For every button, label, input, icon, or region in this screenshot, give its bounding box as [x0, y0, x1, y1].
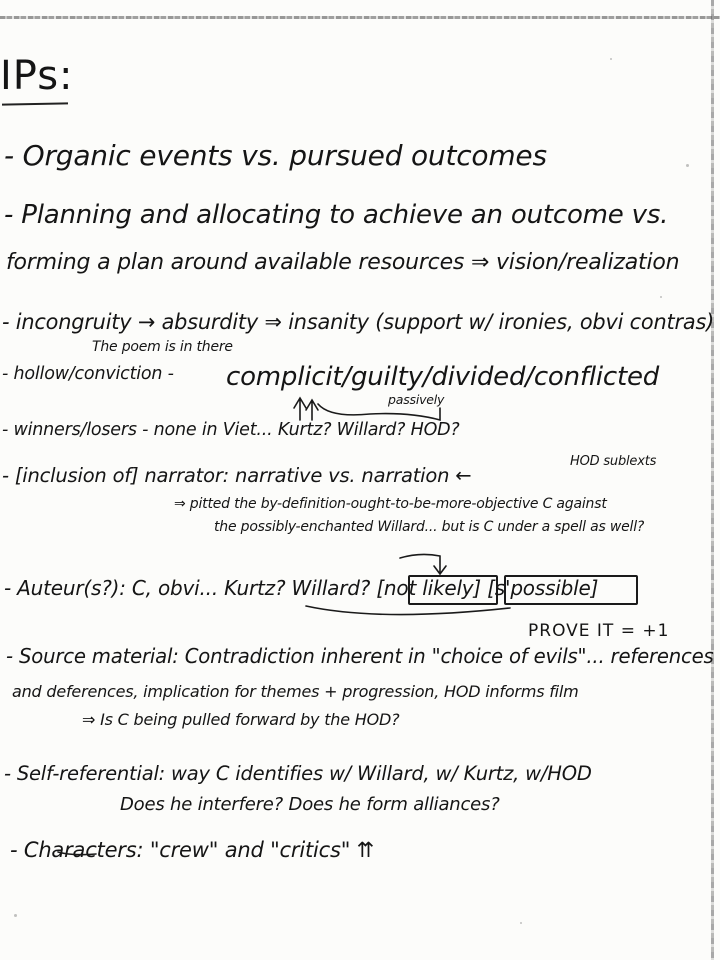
scan-speck: [520, 922, 522, 924]
scan-speck: [14, 914, 17, 917]
note-line-narrator: - [inclusion of] narrator: narrative vs. narration ←: [2, 464, 472, 487]
connector-arrow-mark: [400, 554, 446, 574]
note-line-hollow-conviction: - hollow/conviction -: [2, 364, 174, 384]
note-line-winners-losers: - winners/losers - none in Viet... Kurtz? Willard? HOD?: [2, 420, 460, 440]
margin-note-hod-subtexts: HOD sublexts: [570, 454, 657, 469]
box-possible: [504, 575, 638, 605]
note-line-forming-plan: forming a plan around available resources ⇒ vision/realization: [6, 250, 680, 275]
connector-arc-mark: [306, 606, 510, 615]
note-line-source-material: - Source material: Contradiction inherent in "choice of evils"... references: [6, 644, 714, 668]
annotation-passively: passively: [388, 392, 445, 407]
note-line-incongruity: - incongruity → absurdity ⇒ insanity (support w/ ironies, obvi contras): [2, 310, 715, 335]
note-line-auteurs: - Auteur(s?): C, obvi... Kurtz? Willard? [not likely] [s'possible]: [4, 576, 599, 600]
note-line-planning: - Planning and allocating to achieve an outcome vs.: [4, 200, 669, 230]
annotation-prove-it: PROVE IT = +1: [528, 621, 670, 641]
scan-speck: [610, 58, 612, 60]
note-line-organic-events: - Organic events vs. pursued outcomes: [4, 139, 547, 172]
note-line-interfere: Does he interfere? Does he form alliances?: [120, 794, 500, 815]
up-arrow-mark: [294, 398, 306, 420]
note-line-deferences: and deferences, implication for themes + progression, HOD informs film: [12, 682, 579, 701]
note-line-pulled-forward: ⇒ Is C being pulled forward by the HOD?: [82, 710, 400, 729]
page-title: IPs:: [0, 53, 74, 99]
up-arrow-mark: [306, 400, 318, 420]
bracket-mark: [318, 404, 440, 420]
note-line-pitted: ⇒ pitted the by-definition-ought-to-be-more-objective C against: [174, 496, 607, 512]
box-not-likely: [408, 575, 498, 605]
margin-note-poem: The poem is in there: [92, 339, 233, 355]
note-line-self-referential: - Self-referential: way C identifies w/ Willard, w/ Kurtz, w/HOD: [4, 762, 592, 785]
scan-speck: [660, 296, 662, 298]
note-line-enchanted-willard: the possibly-enchanted Willard... but is C under a spell as well?: [214, 519, 645, 535]
scan-speck: [686, 164, 689, 167]
dash-mark: [58, 852, 96, 855]
note-line-complicit: complicit/guilty/divided/conflicted: [226, 362, 660, 392]
note-line-characters: - Characters: "crew" and "critics" ⇈: [10, 838, 375, 862]
